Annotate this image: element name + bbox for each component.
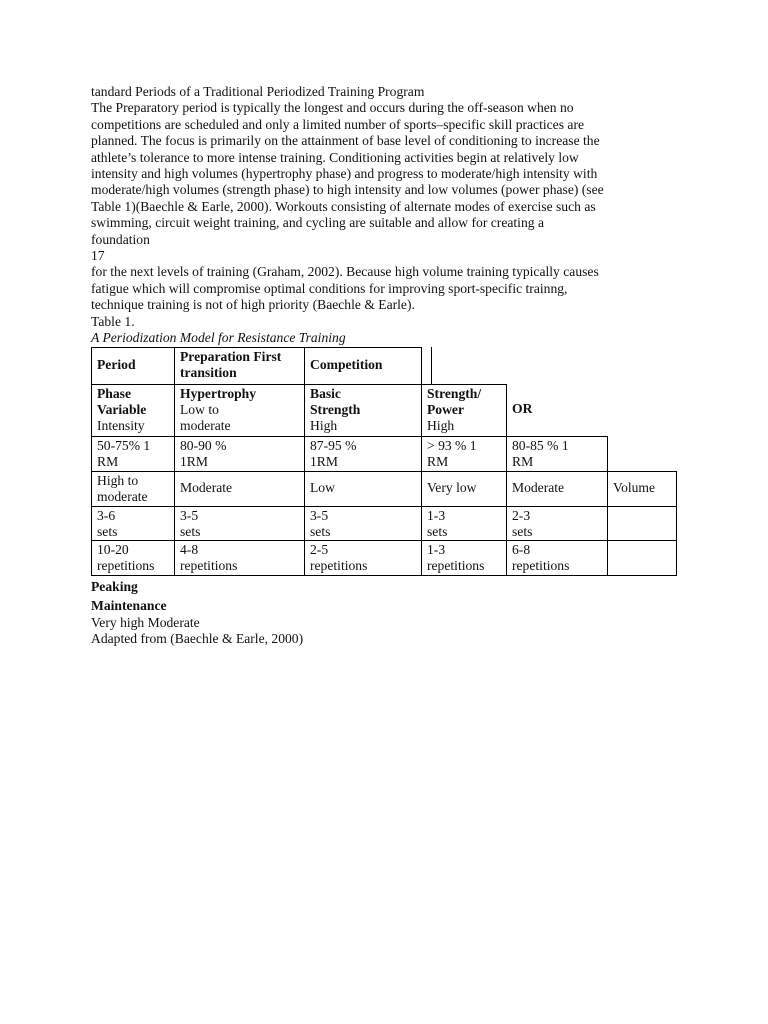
text-line: competitions are scheduled and only a limited number of sports–specific skill practices are [91,116,584,132]
cell-text: repetitions [512,557,570,573]
cell-text: sets [180,523,201,539]
cell-text: 1RM [310,453,338,469]
table-cell [421,436,507,472]
cell-text: Volume [613,480,656,496]
cell-text: 80-85 % 1 [512,437,569,453]
cell-text: RM [427,453,449,469]
cell-text: Basic [310,385,341,401]
table-cell [174,384,305,437]
table-cell [304,506,422,541]
cell-text: moderate [97,488,148,504]
cell-text: 3-6 [97,507,116,523]
table-cell [304,471,422,507]
text-line: for the next levels of training (Graham, 2002). Because high volume training typically causes [91,264,599,280]
table-cell [174,347,305,385]
table-cell [91,436,175,472]
cell-text: 1-3 [427,507,446,523]
table-cell [91,471,175,507]
cell-text: Power [427,401,464,417]
cell-text: sets [310,523,331,539]
cell-text: 6-8 [512,541,531,557]
table-cell [421,540,507,576]
table-cell [91,506,175,541]
periodization-table [91,347,677,573]
table-cell [506,436,608,472]
table-border [421,347,432,385]
heading-line: tandard Periods of a Traditional Periodized Training Program [91,84,425,99]
peaking-label: Peaking [91,578,138,594]
cell-text: RM [97,453,119,469]
table-cell [506,506,608,541]
text-line: Table 1)(Baechle & Earle, 2000). Workouts consisting of alternate modes of exercise such as [91,198,596,214]
cell-text: transition [180,364,237,380]
table-cell [91,347,175,385]
cell-text: 2-5 [310,541,329,557]
table-cell [506,384,608,437]
source-note: Adapted from (Baechle & Earle, 2000) [91,630,304,646]
text-line: swimming, circuit weight training, and cycling are suitable and allow for creating a [91,215,544,231]
table-cell [174,471,305,507]
cell-text: Low [310,480,335,496]
cell-text: 3-5 [310,507,329,523]
table-cell [506,540,608,576]
table-cell [506,471,608,507]
cell-text: Intensity [97,418,145,434]
table-cell [421,506,507,541]
table-cell [304,384,422,437]
table-cell [91,384,175,437]
text-line: planned. The focus is primarily on the attainment of base level of conditioning to increase the [91,133,600,149]
cell-text: 1RM [180,453,208,469]
text-line: technique training is not of high priority (Baechle & Earle). [91,297,415,313]
cell-text: 87-95 % [310,437,357,453]
table-caption: A Periodization Model for Resistance Training [91,330,346,346]
cell-text: 50-75% 1 [97,437,151,453]
text-line: fatigue which will compromise optimal conditions for improving sport-specific trainng, [91,280,568,296]
table-label: Table 1. [91,313,135,329]
table-cell [174,506,305,541]
table-cell [174,540,305,576]
table-cell [607,506,677,541]
document-page [91,84,691,647]
cell-text: High [427,418,455,434]
cell-text: Preparation First [180,348,282,364]
cell-text: Variable [97,401,147,417]
cell-text: Competition [310,357,383,373]
text-line: foundation [91,231,150,247]
cell-text: Strength [310,401,361,417]
paragraph-2 [91,264,691,313]
text-line: The Preparatory period is typically the longest and occurs during the off-season when no [91,100,574,116]
cell-text: moderate [180,418,231,434]
cell-text: > 93 % 1 [427,437,477,453]
cell-text: OR [512,401,533,417]
cell-text: Moderate [180,480,233,496]
cell-text: High to [97,472,139,488]
table-cell [304,436,422,472]
cell-text: Period [97,357,136,373]
cell-text: Strength/ [427,385,482,401]
table-cell [304,347,422,385]
cell-text: 10-20 [97,541,129,557]
table-cell [607,540,677,576]
cell-text: 80-90 % [180,437,227,453]
cell-text: repetitions [97,557,155,573]
table-cell [304,540,422,576]
cell-text: RM [512,453,534,469]
cell-text: 1-3 [427,541,446,557]
maintenance-label: Maintenance [91,597,167,613]
text-line: intensity and high volumes (hypertrophy phase) and progress to moderate/high intensity with [91,166,598,182]
table-cell [607,471,677,507]
cell-text: Phase [97,385,131,401]
text-line: moderate/high volumes (strength phase) to high intensity and low volumes (power phase) (see [91,182,604,198]
cell-text: Hypertrophy [180,385,257,401]
cell-text: sets [427,523,448,539]
table-cell [174,436,305,472]
cell-text: 3-5 [180,507,199,523]
cell-text: High [310,418,338,434]
cell-text: repetitions [310,557,368,573]
intensity-note: Very high Moderate [91,614,200,630]
after-table-notes [91,577,691,648]
cell-text: repetitions [427,557,485,573]
page-number: 17 [91,248,105,264]
cell-text: Low to [180,401,219,417]
cell-text: Moderate [512,480,565,496]
cell-text: 2-3 [512,507,531,523]
table-cell [421,384,507,437]
cell-text: sets [512,523,533,539]
cell-text: Very low [427,480,477,496]
table-cell [91,540,175,576]
cell-text: repetitions [180,557,238,573]
cell-text: 4-8 [180,541,199,557]
table-cell [421,471,507,507]
cell-text: sets [97,523,118,539]
text-line: athlete’s tolerance to more intense training. Conditioning activities begin at relatively low [91,149,579,165]
paragraph-1 [91,84,691,248]
